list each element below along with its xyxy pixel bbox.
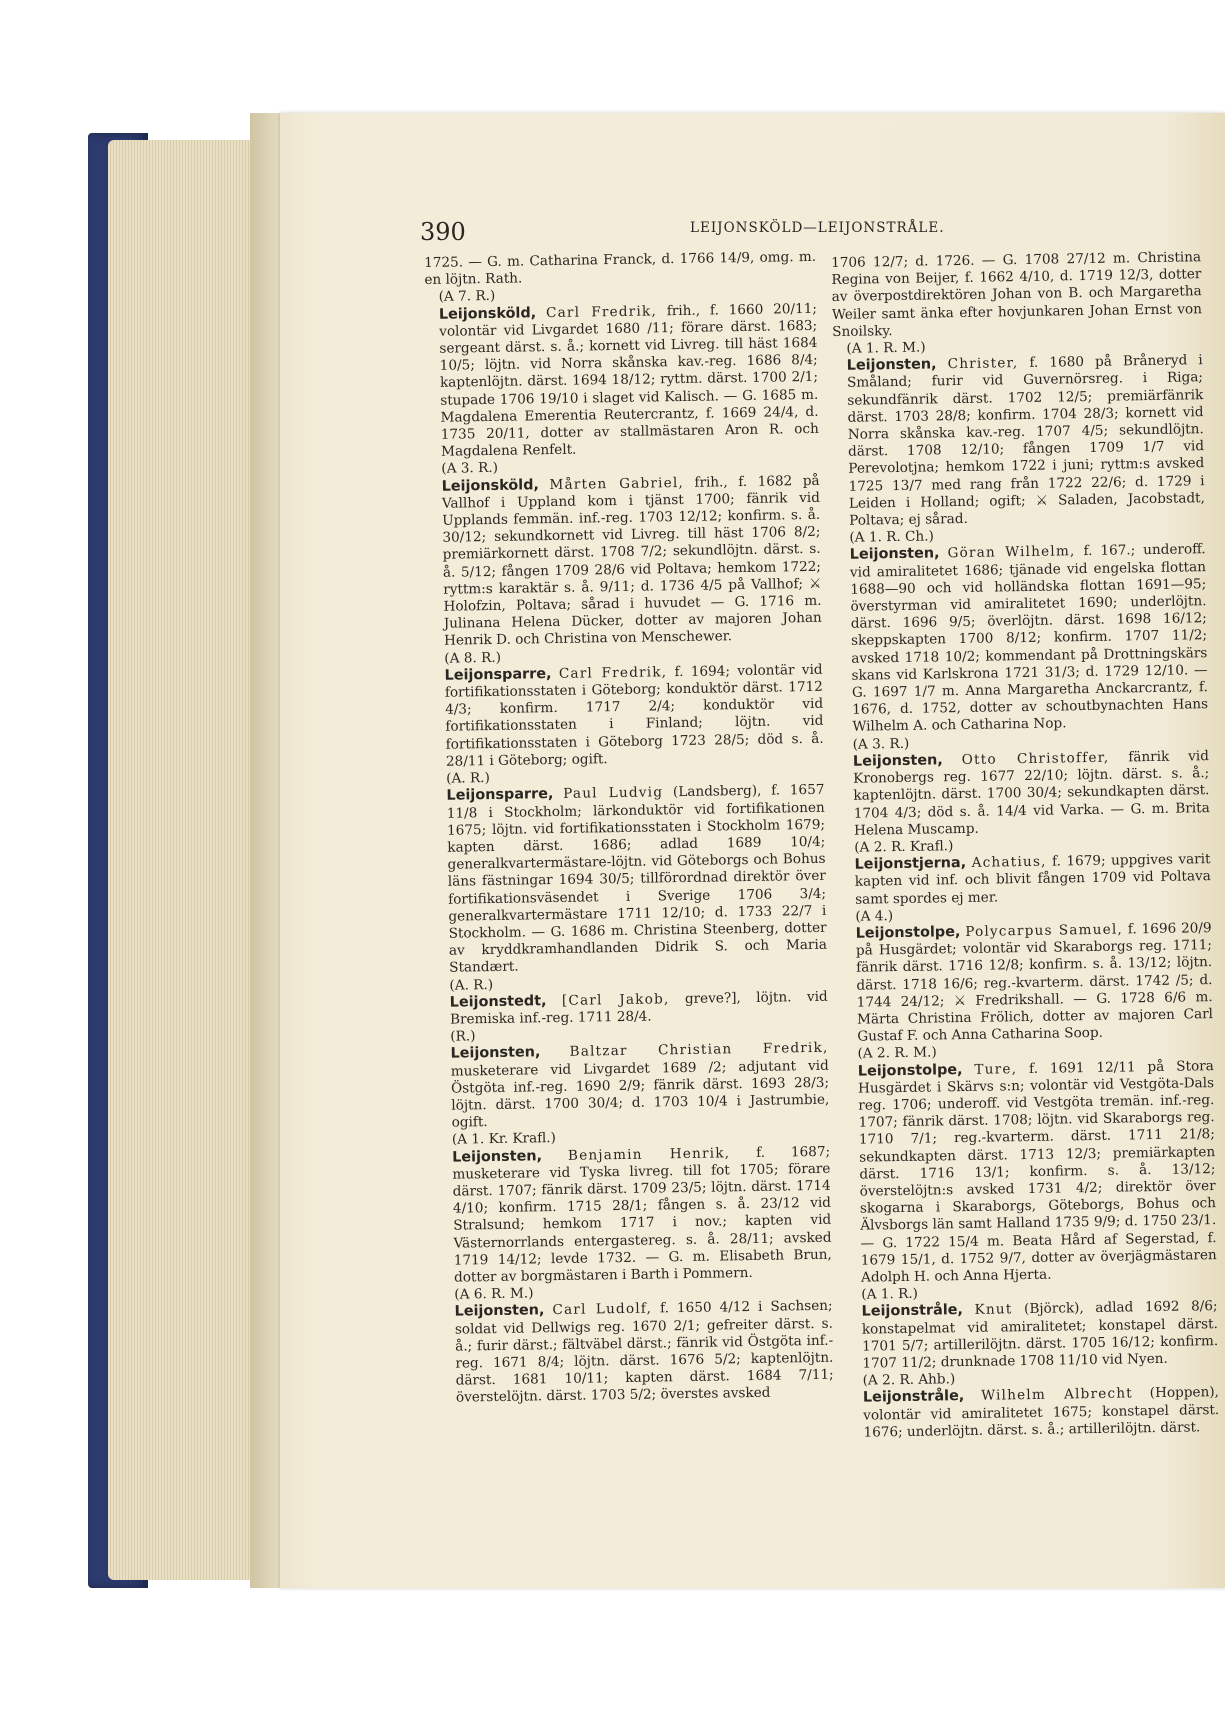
entry-surname: Leijonstedt, — [449, 992, 547, 1011]
entry-text: musketerare vid Livgardet 1689 /2; adjutant vid Östgöta inf.-reg. 1690 2/9; fänrik därst. 1693 28/3; löjtn. därst. 1700 30/4; d. 1703 10/4 i Jastrumbie, ogift. — [450, 1057, 830, 1131]
entry-given-name: Carl Ludolf, — [552, 1300, 653, 1319]
entry-text: (Björck), adlad 1692 8/6; konstapelmat vid amiralitetet; konstapel därst. 1701 5/7; artillerilöjtn. därst. 1705 16/12; konfirm. 1707 11/2; drunknade 1708 11/10 vid Nyen. — [861, 1298, 1219, 1372]
biography-entry — [436, 1040, 829, 1132]
entry-reference: (A 2. R. Krafl.) — [854, 838, 954, 856]
entry-surname: Leijonsten, — [852, 752, 943, 770]
entry-reference: (A 4.) — [855, 907, 894, 925]
entry-given-name: Christer, — [947, 355, 1019, 373]
entry-surname: Leijonstråle, — [862, 1388, 965, 1407]
entry-text: (Landsberg), f. 1657 11/8 i Stockholm; lärkonduktör vid fortifikationen 1675; löjtn. vid fortifikationsstaten i Stockholm 1679; kapten därst. 1686; adlad 1689 10/4; generalkvartermästare-löjtn. vid Göteborgs och Bohus läns fästningar 1694 30/5; tillförordnad direktör över fortifikationsväsendet i Sverige 1706 3/4; generalkvartermästare 1711 12/10; d. 1733 22/7 i Stockholm. — G. 1686 m. Christina Steenberg, dotter av kryddkramhandlanden Didrik S. och Maria Standært. — [446, 782, 828, 977]
entry-reference: (A 3. R.) — [852, 735, 910, 753]
entry-reference: (A. R.) — [449, 976, 494, 994]
biography-entry — [833, 352, 1206, 530]
entry-surname: Leijonsten, — [452, 1147, 543, 1166]
entry-text: f. 1694; volontär vid fortifikationsstaten i Göteborg; konduktör därst. 1712 4/3; konfirm. 1717 2/4; konduktör vid fortifikationsstaten i Finland; löjtn. vid fortifikationsstaten i Göteborg 1723 28/5; död s. å. 28/11 i Göteborg; ogift. — [444, 661, 824, 770]
entry-surname: Leijonsköld, — [438, 304, 537, 323]
entry-text: f. 1687; musketerare vid Tyska livreg. till fot 1705; förare därst. 1707; fänrik därst. 1709 23/5; löjtn. därst. 1714 4/10; konfirm. 1715 28/1; fången s. å. 23/12 vid Stralsund; hemkom 1717 i nov.; kapten vid Västernorrlands entergastereg. s. å. 28/11; avsked 1719 14/12; levde 1732. — G. m. Elisabeth Brun, dotter av borgmästaren i Barth i Pommern. — [452, 1143, 832, 1286]
entry-surname: Leijonsparre, — [444, 665, 552, 684]
entry-reference: (A 7. R.) — [438, 288, 496, 306]
entry-surname: Leijonstråle, — [861, 1302, 964, 1321]
entry-text: greve?], löjtn. vid Bremiska inf.-reg. 1711 28/4. — [449, 988, 828, 1028]
entry-reference: (A 8. R.) — [444, 649, 502, 667]
entry-surname: Leijonstolpe, — [857, 1061, 963, 1080]
left-column — [424, 249, 834, 1408]
biography-entry — [438, 1143, 832, 1287]
entry-surname: Leijonsten, — [450, 1044, 541, 1063]
entry-reference: (A 1. R. Ch.) — [849, 528, 934, 546]
entry-surname: Leijonstjerna, — [854, 855, 967, 873]
entry-surname: Leijonsten, — [454, 1302, 545, 1321]
biography-entry — [836, 542, 1209, 737]
entry-text: f. 167.; underoff. vid amiralitetet 1686; tjänade vid engelska flottan 1688—90 och vid holländska flottan 1691—95; överstyrman vid amiralitetet 1690; underlöjtn. därst. 1696 9/5; överlöjtn. därst. 1698 16/12; skeppskapten 1700 8/12; konfirm. 1707 11/2; avsked 1718 10/2; kommendant på Drottningskärs skans vid Karlskrona 1721 31/3; d. 1729 12/10. — G. 1697 1/7 m. Anna Margaretha Anckarcrantz, f. 1676, d. 1752, dotter av schoutbynachten Hans Wilhelm A. och Catharina Nop. — [849, 541, 1209, 736]
entry-surname: Leijonsparre, — [446, 786, 554, 805]
entry-given-name: Baltzar Christian Fredrik, — [569, 1040, 829, 1061]
biography-entry — [432, 782, 827, 977]
right-column — [831, 249, 1220, 1442]
entry-reference: (A 2. R. M.) — [857, 1044, 937, 1063]
biography-entry — [839, 748, 1210, 840]
entry-reference: (A 3. R.) — [441, 460, 499, 478]
entry-given-name: Carl Fredrik, — [558, 664, 668, 682]
entry-given-name: Knut — [974, 1301, 1013, 1319]
entry-given-name: Ture, — [974, 1060, 1018, 1078]
entry-reference: (A. R.) — [446, 770, 490, 787]
entry-surname: Leijonsköld, — [441, 476, 540, 495]
entry-text: f. 1691 12/11 på Stora Husgärdet i Skärvs s:n; volontär vid Vestgöta-Dals reg. 1706; underoff. vid Vestgöta tremän. inf.-reg. 1707; fänrik därst. 1708; löjtn. vid Skaraborgs reg. 1710 7/1; reg.-kvarterm. därst. 1711 21/8; sekundkapten därst. 1713 12/3; premiärkapten därst. 1716 13/1; konfirm. s. å. 13/12; överstelöjtn:s avsked 1731 4/2; direktör över skogarna i Skaraborgs, Göteborgs, Bohus och Älvsborgs län samt Halland 1735 9/9; d. 1750 23/1. — G. 1722 15/4 m. Beata Hård af Segerstad, f. 1679 15/1, d. 1752 9/7, dotter av överjägmästaren Adolph H. och Anna Hjerta. — [857, 1057, 1217, 1286]
entry-surname: Leijonsten, — [849, 545, 940, 564]
entry-given-name: Wilhelm Albrecht — [981, 1385, 1134, 1405]
entry-text: f. 1696 20/9 på Husgärdet; volontär vid Skaraborgs reg. 1711; fänrik därst. 1716 12/8; konfirm. s. å. 13/12; löjtn. därst. 1718 16/6; reg.-kvarterm. därst. 1742 /5; d. 1744 24/12; ⚔ Fredrikshall. — G. 1728 6/6 m. Märta Christina Frölich, dotter av majoren Carl Gustaf F. och Anna Catharina Soop. — [855, 920, 1214, 1045]
biography-entry — [842, 920, 1214, 1046]
entry-text: frih., f. 1682 på Vallhof i Uppland kom i tjänst 1700; fänrik vid Upplands femmän. inf.-reg. 1703 12/12; konfirm. s. å. 30/12; sekundkornett vid Livreg. till häst 1706 8/2; premiärkornett därst. 1708 7/2; sekundlöjtn. därst. s. å. 5/12; fången 1709 28/6 vid Poltava; hemkom 1722; ryttm:s karaktär s. å. 9/11; d. 1736 4/5 på Vallhof; ⚔ Holofzin, Poltava; sårad i huvudet — G. 1716 m. Julinana Helena Dücker, dotter av majoren Johan Henrik D. och Christina von Menschewer. — [441, 472, 822, 650]
page-number: 390 — [420, 218, 466, 246]
entry-given-name: Polycarpus Samuel, — [965, 921, 1124, 940]
entry-text: fänrik vid Kronobergs reg. 1677 22/10; löjtn. därst. s. å.; kaptenlöjtn. därst. 1700 30/4; sekundkapten därst. 1704 4/3; död s. å. 14/4 vid Varka. — G. m. Brita Helena Muscamp. — [853, 748, 1210, 839]
biography-entry — [849, 1384, 1220, 1441]
entry-given-name: Achatius, — [971, 853, 1047, 871]
entry-given-name: [Carl Jakob, — [561, 990, 670, 1009]
biography-entry — [430, 662, 824, 771]
continued-text: 1706 12/7; d. 1726. — G. 1708 27/12 m. Christina Regina von Beijer, f. 1662 4/10, d. 1719 12/3, dotter av överpostdirektören Johan von B. och Margaretha Weiler samt änka efter hovjunkaren Johan Ernst von Snoilsky. — [831, 249, 1203, 340]
biography-entry — [840, 851, 1211, 908]
entry-given-name: Carl Fredrik, — [545, 302, 658, 321]
entry-text: f. 1679; uppgives varit kapten vid inf. och blivit fången 1709 vid Poltava samt spordes ej mer. — [854, 851, 1211, 908]
entry-reference: (A 1. Kr. Krafl.) — [451, 1130, 557, 1149]
running-head: LEIJONSKÖLD—LEIJONSTRÅLE. — [690, 220, 945, 236]
entry-reference: (A 1. R.) — [861, 1285, 919, 1303]
biography-entry — [847, 1298, 1218, 1373]
biography-entry — [428, 472, 823, 650]
biography-entry — [844, 1058, 1217, 1287]
entry-reference: (A 1. R. M.) — [846, 339, 926, 357]
entry-given-name: Paul Ludvig — [563, 784, 664, 803]
entry-given-name: Mårten Gabriel, — [549, 474, 685, 493]
entry-surname: Leijonstolpe, — [855, 923, 961, 942]
continued-text: 1725. — G. m. Catharina Franck, d. 1766 14/9, omg. m. en löjtn. Rath. — [424, 248, 817, 289]
entry-reference: (A 6. R. M.) — [454, 1285, 534, 1303]
biography-entry — [425, 300, 819, 461]
biography-entry — [440, 1298, 834, 1407]
entry-text: (Hoppen), volontär vid amiralitetet 1675; konstapel därst. 1676; underlöjtn. därst. s. å.; artillerilöjtn. därst. — [863, 1384, 1220, 1441]
entry-given-name: Benjamin Henrik, — [567, 1144, 731, 1164]
entry-reference: (R.) — [450, 1028, 476, 1045]
entry-given-name: Göran Wilhelm, — [947, 543, 1076, 562]
entry-text: f. 1650 4/12 i Sachsen; soldat vid Dellwigs reg. 1670 2/1; gefreiter därst. s. å.; furir därst.; fältväbel därst.; fänrik vid Östgöta inf.-reg. 1671 8/4; löjtn. därst. 1676 5/2; kaptenlöjtn. därst. 1681 10/11; kapten därst. 1684 7/11; överstelöjtn. därst. 1703 5/2; överstes avsked — [454, 1298, 834, 1407]
entry-surname: Leijonsten, — [846, 356, 937, 374]
entry-given-name: Otto Christoffer, — [961, 749, 1110, 768]
entry-text: f. 1680 på Bråneryd i Småland; furir vid Guvernörsreg. i Riga; sekundfänrik därst. 1702 12/5; premiärfänrik därst. 1703 28/8; konfirm. 1704 28/3; kornett vid Norra skånska kav.-reg. 1707 4/5; sekundlöjtn. därst. 1708 12/10; fången 1709 1/7 vid Perevolotjna; hemkom 1722 i juni; ryttm:s avsked 1725 13/7 med rang från 1722 22/6; d. 1729 i Leiden i Holland; ogift; ⚔ Saladen, Jacobstadt, Poltava; ej sårad. — [846, 352, 1205, 529]
entry-reference: (A 2. R. Ahb.) — [862, 1371, 956, 1389]
entry-text: frih., f. 1660 20/11; volontär vid Livgardet 1680 /11; förare därst. 1683; sergeant därst. s. å.; kornett vid Livreg. till häst 1684 10/5; löjtn. vid Norra skånska kav.-reg. 1686 8/4; kaptenlöjtn. därst. 1694 18/12; ryttm. därst. 1700 2/1; stupade 1706 19/10 i slaget vid Kalisch. — G. 1685 m. Magdalena Emerentia Reutercrantz, f. 1669 24/4, d. 1735 20/11, dotter av stallmästaren Aron R. och Magdalena Renfelt. — [439, 300, 819, 460]
